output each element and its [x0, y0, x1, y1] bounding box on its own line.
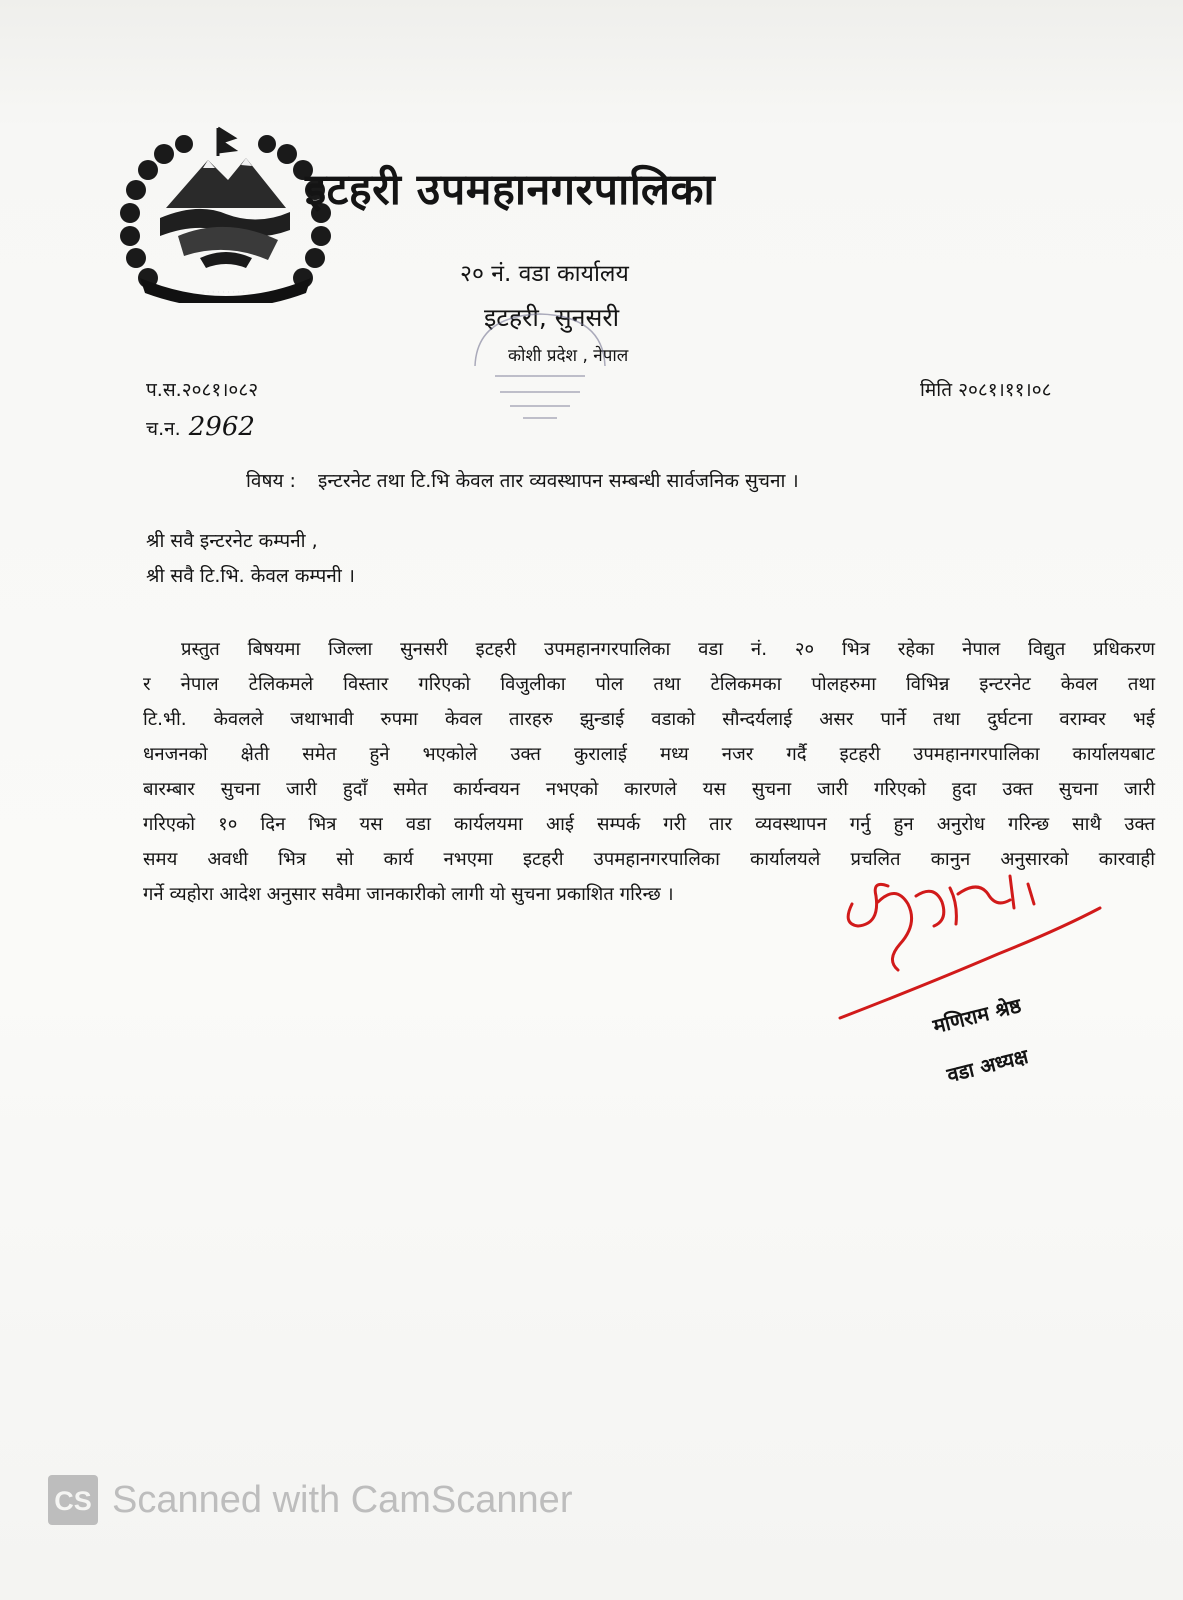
- dispatch-number-value: 2962: [188, 412, 255, 442]
- nepal-emblem-logo: [118, 118, 333, 303]
- signatory-title: वडा अध्यक्ष: [944, 1043, 1031, 1088]
- dispatch-label: च.न.: [146, 418, 181, 440]
- office-stamp: [465, 306, 615, 426]
- body-line: टि.भी. केवलले जथाभावी रुपमा केवल तारहरु झुन्डाई वडाको सौन्दर्यलाई असर पार्ने तथा दुर्घटना वराम्वर भई: [143, 709, 1155, 730]
- body-line: र नेपाल टेलिकमले विस्तार गरिएको विजुलीका पोल तथा टेलिकमका पोलहरुमा विभिन्न इन्टरनेट केवल तथा: [143, 674, 1155, 695]
- camscanner-text: Scanned with CamScanner: [112, 1478, 573, 1521]
- subject-line: [246, 467, 799, 493]
- office-city: इटहरी, सुनसरी: [484, 303, 620, 332]
- office-title: इटहरी उपमहानगरपालिका: [305, 165, 716, 215]
- reference-number: प.स.२०८१।०८२: [146, 379, 259, 401]
- body-line: गरिएको १० दिन भित्र यस वडा कार्यलयमा आई सम्पर्क गरी तार व्यवस्थापन गर्नु हुन अनुरोध गरिन्छ साथै उक्त: [143, 814, 1155, 835]
- body-line: बारम्बार सुचना जारी हुदाँ समेत कार्यन्वयन नभएको कारणले यस सुचना जारी गरिएको हुदा उक्त सुचना जारी: [143, 779, 1155, 800]
- notice-body: [143, 632, 1155, 912]
- svg-text:· · · · · · · · · ·: · · · · · · · · · ·: [201, 288, 251, 297]
- camscanner-watermark: [48, 1475, 572, 1525]
- ward-office-name: २० नं. वडा कार्यालय: [460, 261, 629, 287]
- body-line: प्रस्तुत बिषयमा जिल्ला सुनसरी इटहरी उपमहानगरपालिका वडा नं. २० भित्र रहेका नेपाल विद्युत प्रधिकरण: [181, 639, 1155, 660]
- subject-label: विषय :: [246, 470, 296, 492]
- letter-date: मिति २०८१।११।०८: [920, 379, 1052, 401]
- camscanner-logo-text: CS: [54, 1486, 92, 1516]
- body-line: धनजनको क्षेती समेत हुने भएकोले उक्त कुरालाई मध्य नजर गर्दै इटहरी उपमहानगरपालिका कार्यालयबाट: [143, 744, 1155, 765]
- subject-text: इन्टरनेट तथा टि.भि केवल तार व्यवस्थापन सम्बन्धी सार्वजनिक सुचना ।: [317, 470, 799, 492]
- camscanner-logo-icon: [48, 1475, 98, 1525]
- body-line: समय अवधी भित्र सो कार्य नभएमा इटहरी उपमहानगरपालिका कार्यालयले प्रचलित कानुन अनुसारको कारवाही: [143, 849, 1155, 870]
- dispatch-number: [146, 412, 255, 442]
- recipient-line: श्री सवै इन्टरनेट कम्पनी ,: [146, 530, 318, 552]
- signatory-name: मणिराम श्रेष्ठ: [930, 993, 1024, 1039]
- body-line: गर्ने व्यहोरा आदेश अनुसार सवैमा जानकारीको लागी यो सुचना प्रकाशित गरिन्छ ।: [143, 884, 674, 905]
- recipient-line: श्री सवै टि.भि. केवल कम्पनी ।: [146, 565, 355, 587]
- office-province: कोशी प्रदेश , नेपाल: [508, 346, 629, 366]
